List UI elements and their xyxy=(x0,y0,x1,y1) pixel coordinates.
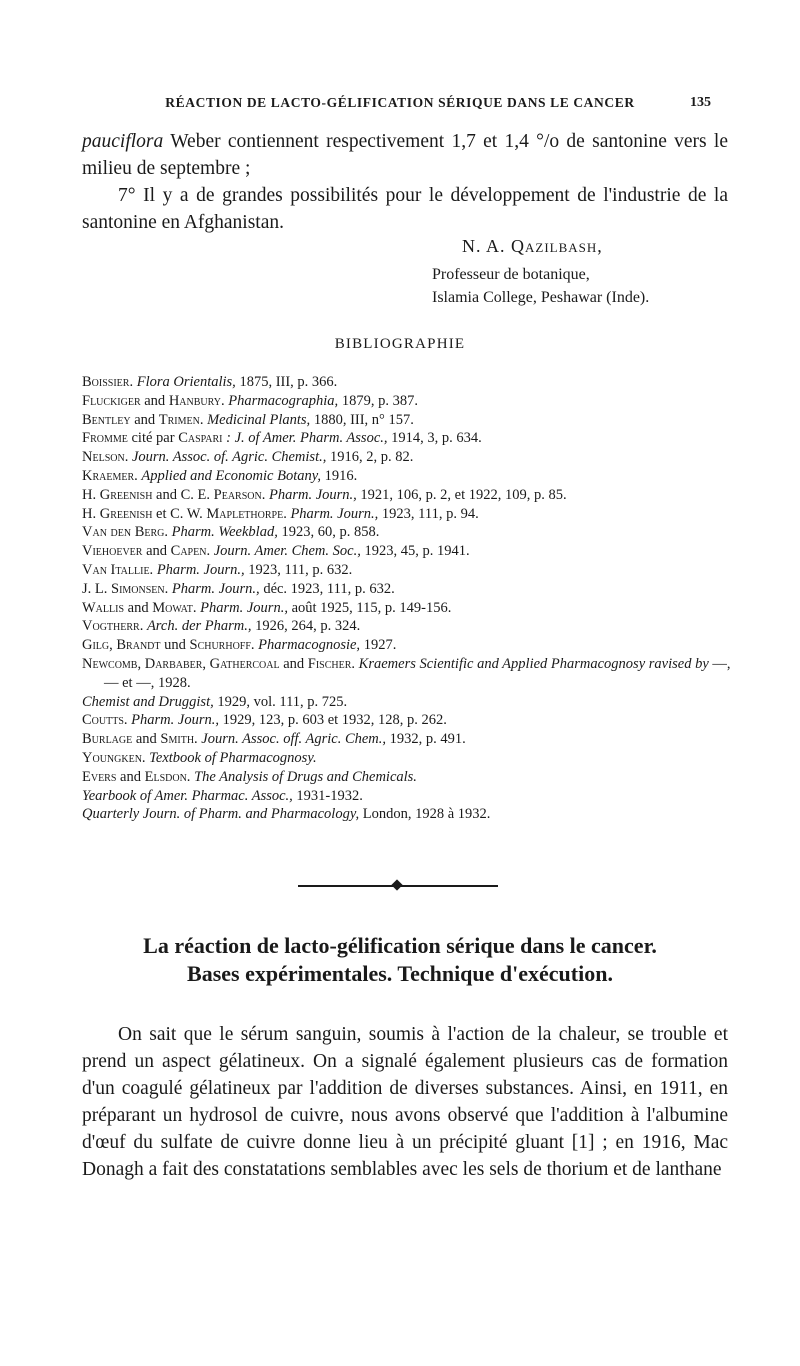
entry-source: Kraemers Scientific and Applied Pharmacognosy ravised by xyxy=(358,655,709,672)
entry-author: Wallis xyxy=(82,599,125,616)
article-title-line-1: La réaction de lacto-gélification sérique dans le cancer. xyxy=(143,933,657,958)
bibliography-heading: BIBLIOGRAPHIE xyxy=(334,336,466,352)
bibliography-entry xyxy=(82,429,742,448)
entry-details: 1921, 106, p. 2, et 1922, 109, p. 85. xyxy=(356,486,567,503)
entry-coauthor: Hanbury. xyxy=(168,392,225,409)
entry-details: 1914, 3, p. 634. xyxy=(387,430,482,447)
entry-connector: et C. W. xyxy=(152,505,207,522)
entry-coauthor: Mowat. xyxy=(152,599,197,616)
entry-source: Quarterly Journ. of Pharm. and Pharmacology, xyxy=(82,806,360,823)
section-divider xyxy=(298,881,498,891)
entry-connector: and xyxy=(130,411,159,428)
article-title xyxy=(0,932,800,988)
entry-author: Burlage xyxy=(82,731,133,748)
entry-author: Youngken. xyxy=(82,749,146,766)
entry-author: Van den Berg. xyxy=(82,524,169,541)
entry-coauthor: Capen. xyxy=(170,543,211,560)
entry-source: Textbook of Pharmacognosy. xyxy=(149,749,317,766)
entry-details: 1923, 111, p. 94. xyxy=(378,505,479,522)
entry-source: Flora Orientalis, xyxy=(136,374,236,390)
entry-details: 1916. xyxy=(321,467,358,484)
entry-source: Arch. der Pharm., xyxy=(146,618,252,635)
bibliography-entry xyxy=(82,805,742,824)
entry-details: 1927. xyxy=(360,637,397,654)
entry-author: J. L. Simonsen. xyxy=(82,580,169,597)
entry-author: Coutts. xyxy=(82,712,128,729)
article-body xyxy=(82,1021,728,1183)
entry-author: Gilg, Brandt xyxy=(82,637,161,654)
bibliography-entry xyxy=(82,505,742,524)
entry-coauthor: Maplethorpe. xyxy=(206,505,287,522)
bibliography-entry xyxy=(82,542,742,561)
entry-details: 1880, III, n° 157. xyxy=(310,411,414,428)
entry-source: Chemist and Druggist, xyxy=(82,693,214,710)
entry-details: 1931-1932. xyxy=(292,787,363,804)
entry-author: H. Greenish xyxy=(82,486,153,503)
entry-coauthor: Fischer. xyxy=(307,655,356,672)
entry-coauthor: Smith. xyxy=(160,731,198,748)
entry-details: 1923, 111, p. 632. xyxy=(244,561,353,578)
author-title: Professeur de botanique, xyxy=(432,266,590,283)
entry-source: Pharm. Journ., xyxy=(156,561,245,578)
entry-source: Journ. Amer. Chem. Soc., xyxy=(213,543,361,560)
bibliography-entry xyxy=(82,749,742,768)
entry-author: Vogtherr. xyxy=(82,618,144,635)
article-title-line-2: Bases expérimentales. Technique d'exécution. xyxy=(187,961,613,986)
bibliography-entry xyxy=(82,636,742,655)
intro-text xyxy=(82,128,728,236)
entry-author: Bentley xyxy=(82,411,131,428)
entry-connector: and xyxy=(140,392,169,409)
entry-source: Pharm. Journ., xyxy=(200,599,288,616)
entry-coauthor: Schurhoff. xyxy=(189,637,255,654)
entry-connector: and xyxy=(132,731,161,748)
page-number: 135 xyxy=(690,95,711,110)
entry-author: Nelson. xyxy=(82,449,129,466)
author-signature xyxy=(432,236,732,309)
entry-details: 1923, 45, p. 1941. xyxy=(360,543,470,560)
entry-connector: and xyxy=(142,543,171,560)
entry-source: Applied and Economic Botany, xyxy=(141,467,322,484)
entry-source: Pharm. Journ., xyxy=(268,486,357,503)
bibliography-list xyxy=(82,373,742,824)
entry-details: déc. 1923, 111, p. 632. xyxy=(259,580,395,597)
bibliography-entry xyxy=(82,561,742,580)
entry-coauthor: Caspari xyxy=(178,430,223,447)
entry-source: Pharmacographia, xyxy=(228,392,339,409)
entry-details: 1916, 2, p. 82. xyxy=(326,449,414,466)
entry-details: 1929, 123, p. 603 et 1932, 128, p. 262. xyxy=(218,712,447,729)
entry-connector: und xyxy=(160,637,190,654)
bibliography-entry xyxy=(82,580,742,599)
entry-connector: and xyxy=(124,599,153,616)
entry-details: 1875, III, p. 366. xyxy=(235,374,338,390)
entry-source: Medicinal Plants, xyxy=(207,411,311,428)
author-name xyxy=(462,236,732,257)
entry-details: —, — et —, 1928. xyxy=(104,655,731,691)
bibliography-entry xyxy=(82,523,742,542)
running-header xyxy=(0,95,800,115)
entry-details: 1926, 264, p. 324. xyxy=(251,618,361,635)
bibliography-entry xyxy=(82,373,742,392)
running-title: RÉACTION DE LACTO-GÉLIFICATION SÉRIQUE DANS LE CANCER xyxy=(165,95,635,110)
entry-source: Journ. Assoc. of. Agric. Chemist., xyxy=(131,449,327,466)
entry-connector: and xyxy=(279,655,308,672)
entry-source: Journ. Assoc. off. Agric. Chem., xyxy=(201,731,387,748)
entry-author: Fluckiger xyxy=(82,392,141,409)
author-name-text: N. A. Qazilbash, xyxy=(462,236,603,256)
bibliography-entry xyxy=(82,711,742,730)
bibliography-entry xyxy=(82,486,742,505)
entry-details: août 1925, 115, p. 149-156. xyxy=(287,599,452,616)
entry-details: 1932, p. 491. xyxy=(386,731,466,748)
entry-source: : J. of Amer. Pharm. Assoc., xyxy=(226,430,388,447)
entry-details: 1923, 60, p. 858. xyxy=(277,524,380,541)
entry-author: Fromme xyxy=(82,430,128,447)
entry-source: Pharm. Weekblad, xyxy=(171,524,278,541)
bibliography-entry xyxy=(82,392,742,411)
entry-source: The Analysis of Drugs and Chemicals. xyxy=(194,768,417,785)
entry-author: H. Greenish xyxy=(82,505,153,522)
bibliography-entry xyxy=(82,693,742,712)
entry-author: Viehoever xyxy=(82,543,143,560)
entry-coauthor: Trimen. xyxy=(158,411,204,428)
point-7: 7° Il y a de grandes possibilités pour le développement de l'industrie de la santonine en Afghanistan. xyxy=(82,185,728,233)
entry-source: Pharmacognosie, xyxy=(258,637,361,654)
entry-author: Boissier. xyxy=(82,374,134,390)
intro-species: pauciflora xyxy=(82,131,164,152)
intro-paragraph xyxy=(82,128,728,182)
entry-source: Yearbook of Amer. Pharmac. Assoc., xyxy=(82,787,293,804)
entry-author: Evers xyxy=(82,768,117,785)
bibliography-entry xyxy=(82,655,742,693)
bibliography-entry xyxy=(82,787,742,806)
bibliography-entry xyxy=(82,617,742,636)
entry-details: 1929, vol. 111, p. 725. xyxy=(213,693,348,710)
diamond-ornament-icon xyxy=(391,879,402,890)
bibliography-entry xyxy=(82,411,742,430)
bibliography-entry xyxy=(82,730,742,749)
entry-connector: and C. E. xyxy=(152,486,214,503)
entry-connector: and xyxy=(116,768,145,785)
bibliography-entry xyxy=(82,448,742,467)
entry-details: London, 1928 à 1932. xyxy=(359,806,491,823)
intro-rest: Weber contiennent respectivement 1,7 et 1,4 °/o de santonine vers le milieu de septembre ; xyxy=(82,131,728,179)
author-affiliation: Islamia College, Peshawar (Inde). xyxy=(432,289,650,306)
bibliography-entry xyxy=(82,768,742,787)
entry-coauthor: Elsdon. xyxy=(144,768,191,785)
entry-coauthor: Pearson. xyxy=(213,486,266,503)
entry-author: Kraemer. xyxy=(82,467,138,484)
bibliography-entry xyxy=(82,599,742,618)
entry-author: Van Itallie. xyxy=(82,561,154,578)
entry-author: Newcomb, Darbaber, Gathercoal xyxy=(82,655,280,672)
entry-source: Pharm. Journ., xyxy=(131,712,219,729)
entry-connector: cité par xyxy=(127,430,179,447)
entry-source: Pharm. Journ., xyxy=(171,580,260,597)
entry-details: 1879, p. 387. xyxy=(338,392,418,409)
entry-source: Pharm. Journ., xyxy=(290,505,379,522)
bibliography-entry xyxy=(82,467,742,486)
article-paragraph: On sait que le sérum sanguin, soumis à l'action de la chaleur, se trouble et prend un aspect gélatineux. On a signalé également plusieurs cas de formation d'un coagulé gélatineux par l'addition de diverses substances. Ainsi, en 1911, en préparant un hydrosol de cuivre, nous avons observé que l'addition à l'albumine d'œuf du sulfate de cuivre donne lieu à un précipité gluant [1] ; en 1916, Mac Donagh a fait des constatations semblables avec les sels de thorium et de lanthane xyxy=(82,1024,728,1180)
